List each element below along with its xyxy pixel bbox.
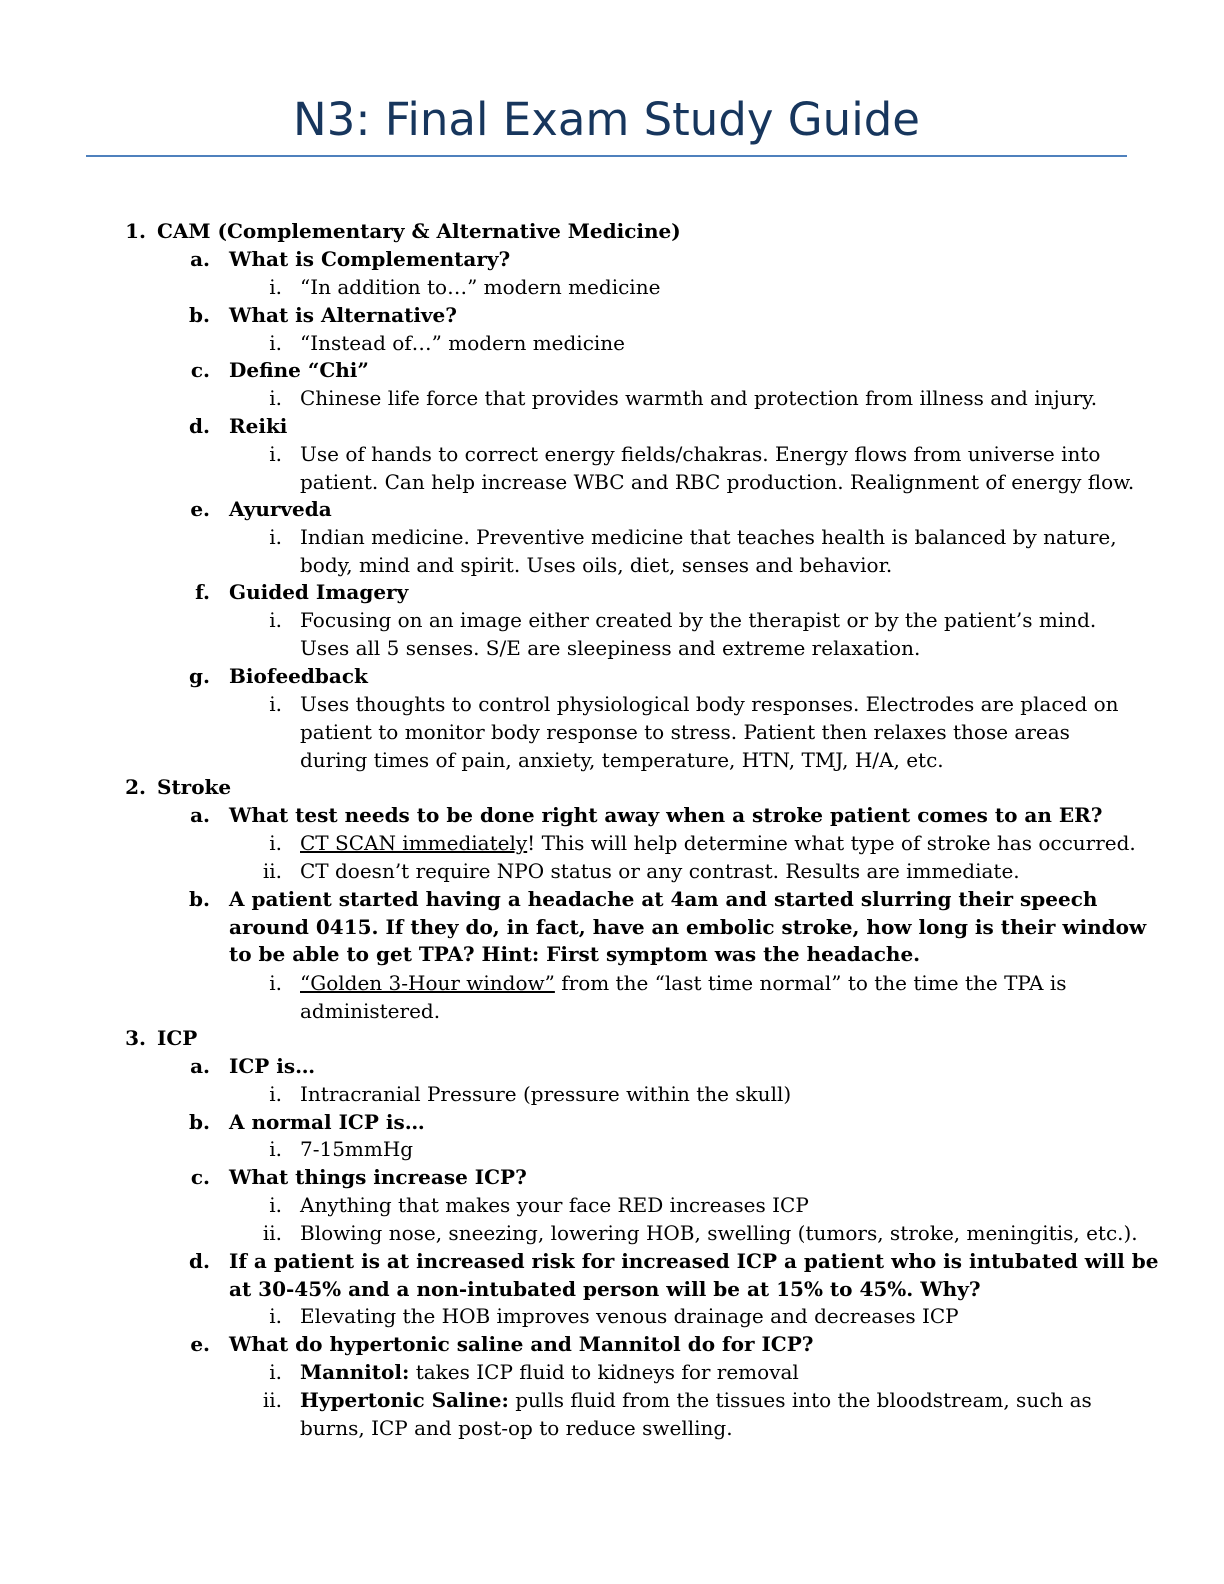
subitem-text: Intracranial Pressure (pressure within the skull) — [300, 1082, 792, 1106]
subitem-text: Indian medicine. Preventive medicine that teaches health is balanced by nature, — [300, 525, 1117, 549]
subitem-numeral: i. — [269, 608, 282, 632]
item-question: Reiki — [229, 414, 288, 438]
section-number: 3. — [125, 1026, 146, 1050]
item-question: What do hypertonic saline and Mannitol do for ICP? — [229, 1332, 814, 1356]
subitem-text: “Golden 3-Hour window” from the “last time normal” to the time the TPA is — [300, 971, 1067, 995]
subitem-text: burns, ICP and post-op to reduce swelling. — [300, 1416, 733, 1440]
subitem-text: patient to monitor body response to stress. Patient then relaxes those areas — [300, 720, 1070, 744]
item-letter: b. — [189, 303, 210, 327]
item-question: to be able to get TPA? Hint: First symptom was the headache. — [229, 942, 921, 966]
item-letter: a. — [190, 1054, 210, 1078]
subitem-numeral: i. — [269, 971, 282, 995]
subitem-text: Chinese life force that provides warmth and protection from illness and injury. — [300, 386, 1098, 410]
underlined-phrase: CT SCAN immediately — [300, 831, 528, 855]
subitem-text: Uses all 5 senses. S/E are sleepiness and extreme relaxation. — [300, 636, 921, 660]
subitem-text: Uses thoughts to control physiological body responses. Electrodes are placed on — [300, 692, 1119, 716]
item-letter: g. — [189, 664, 210, 688]
item-question: around 0415. If they do, in fact, have an embolic stroke, how long is their window — [229, 915, 1147, 939]
subitem-numeral: i. — [269, 1360, 282, 1384]
subitem-numeral: ii. — [262, 1221, 282, 1245]
subitem-numeral: i. — [269, 1082, 282, 1106]
section-number: 1. — [125, 219, 146, 243]
subitem-text: during times of pain, anxiety, temperature, HTN, TMJ, H/A, etc. — [300, 748, 944, 772]
subitem-text: body, mind and spirit. Uses oils, diet, senses and behavior. — [300, 553, 893, 577]
subitem-text: Elevating the HOB improves venous drainage and decreases ICP — [300, 1304, 959, 1328]
item-letter: c. — [190, 1165, 210, 1189]
section-heading: CAM (Complementary & Alternative Medicine) — [157, 219, 681, 243]
subitem-numeral: i. — [269, 525, 282, 549]
item-letter: e. — [190, 1332, 210, 1356]
title-divider — [86, 155, 1127, 157]
subitem-numeral: i. — [269, 831, 282, 855]
subitem-text: CT SCAN immediately! This will help determine what type of stroke has occurred. — [300, 831, 1136, 855]
item-letter: a. — [190, 247, 210, 271]
item-question: Biofeedback — [229, 664, 368, 688]
subitem-text: Use of hands to correct energy fields/chakras. Energy flows from universe into — [300, 442, 1101, 466]
subitem-text: Focusing on an image either created by the therapist or by the patient’s mind. — [300, 608, 1097, 632]
subitem-numeral: i. — [269, 1193, 282, 1217]
subitem-text: administered. — [300, 999, 441, 1023]
item-letter: d. — [189, 1249, 210, 1273]
item-question: Ayurveda — [229, 497, 332, 521]
subitem-text: Blowing nose, sneezing, lowering HOB, swelling (tumors, stroke, meningitis, etc.). — [300, 1221, 1138, 1245]
item-letter: e. — [190, 497, 210, 521]
item-question: What test needs to be done right away when a stroke patient comes to an ER? — [229, 803, 1103, 827]
subitem-numeral: ii. — [262, 859, 282, 883]
subitem-text: Anything that makes your face RED increases ICP — [300, 1193, 809, 1217]
subitem-text: “In addition to…” modern medicine — [300, 275, 661, 299]
underlined-phrase: “Golden 3-Hour window” — [300, 971, 555, 995]
item-letter: f. — [195, 580, 210, 604]
subitem-numeral: i. — [269, 1304, 282, 1328]
subitem-text: 7-15mmHg — [300, 1137, 414, 1161]
item-question: What things increase ICP? — [229, 1165, 527, 1189]
item-question: What is Complementary? — [229, 247, 511, 271]
item-question: A normal ICP is… — [229, 1110, 425, 1134]
subitem-numeral: i. — [269, 1137, 282, 1161]
subitem-numeral: ii. — [262, 1388, 282, 1412]
item-letter: d. — [189, 414, 210, 438]
item-question: ICP is… — [229, 1054, 316, 1078]
section-heading: Stroke — [157, 775, 232, 799]
subitem-text: “Instead of…” modern medicine — [300, 331, 626, 355]
subitem-numeral: i. — [269, 331, 282, 355]
page-title: N3: Final Exam Study Guide — [293, 93, 920, 146]
item-question: at 30-45% and a non-intubated person will be at 15% to 45%. Why? — [229, 1277, 981, 1301]
section-heading: ICP — [157, 1026, 198, 1050]
item-question: Guided Imagery — [229, 580, 409, 604]
subitem-text: Hypertonic Saline: pulls fluid from the tissues into the bloodstream, such as — [300, 1388, 1092, 1412]
item-letter: c. — [190, 358, 210, 382]
subitem-text: CT doesn’t require NPO status or any contrast. Results are immediate. — [300, 859, 1020, 883]
bold-term: Hypertonic Saline: — [300, 1388, 509, 1412]
item-letter: b. — [189, 887, 210, 911]
subitem-text: Mannitol: takes ICP fluid to kidneys for removal — [300, 1360, 799, 1384]
subitem-numeral: i. — [269, 275, 282, 299]
item-question: Define “Chi” — [229, 358, 369, 382]
subitem-numeral: i. — [269, 692, 282, 716]
item-question: If a patient is at increased risk for increased ICP a patient who is intubated will be — [229, 1249, 1159, 1273]
item-question: What is Alternative? — [229, 303, 457, 327]
subitem-numeral: i. — [269, 442, 282, 466]
bold-term: Mannitol: — [300, 1360, 410, 1384]
subitem-numeral: i. — [269, 386, 282, 410]
item-question: A patient started having a headache at 4am and started slurring their speech — [229, 887, 1098, 911]
item-letter: b. — [189, 1110, 210, 1134]
section-number: 2. — [125, 775, 146, 799]
subitem-text: patient. Can help increase WBC and RBC production. Realignment of energy flow. — [300, 470, 1135, 494]
item-letter: a. — [190, 803, 210, 827]
